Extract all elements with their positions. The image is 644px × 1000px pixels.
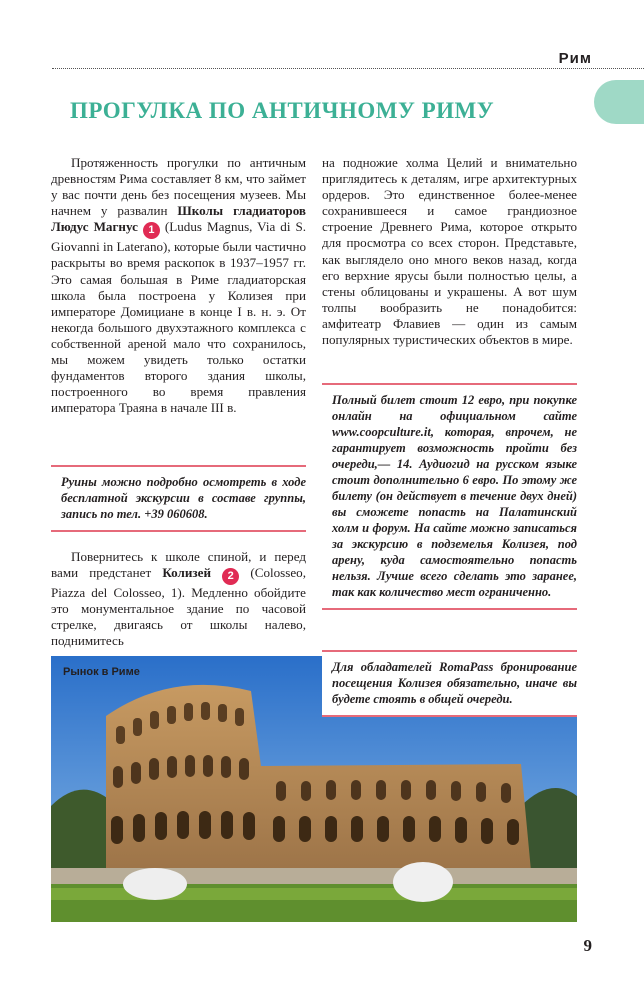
header-rule [52,68,644,69]
map-marker-2: 2 [222,568,239,585]
photo-caption: Рынок в Риме [63,666,140,678]
paragraph-colosseum-continued: на подножие холма Целий и внимательно приглядитесь к деталям, игре архитектурных ордеров. Это единственное более-менее сохранившееся и самое грандиозное строение Древнего Рима, которое открыто для просмотра со всех сторон. Представьте, как выглядело оно много веков назад, когда его верхние ярусы были полностью целы, а стены облицованы и украшены. А вот шум толпы вообразить не понадобится: амфитеатр Флавиев — один из самым популярных туристических объектов в мире. [322,155,577,348]
chapter-tab [594,80,644,124]
place-name-colosseum: Колизей [162,565,212,581]
page-title: ПРОГУЛКА ПО АНТИЧНОМУ РИМУ [70,98,495,123]
note-romapass: Для обладателей RomaPass бронирование посещения Колизея обязательно, иначе вы будете стоять в общей очереди. [322,650,577,717]
note-tickets: Полный билет стоит 12 евро, при покупке онлайн на официальном сайте www.coopculture.it, которая, впрочем, не гарантирует возможность пройти без очереди,— 14. Аудиогид на русском языке стоит дополнительно 6 евро. По этому же билету (он действует в течение двух дней) вы сможете попасть на Палатинский холм и форум. На сайте можно записаться за экскурсию в подземелья Колизея, под арену, куда самостоятельно попасть нельзя. Лучше всего сделать это заранее, так как количество мест ограниченно. [322,383,577,610]
paragraph-colosseum: Повернитесь к школе спиной, и перед вами предстанет Колизей 2 (Colosseo, Piazza del Colosseo, 1). Медленно обойдите это монументальное здание по часовой стрелке, двигаясь от школы налево, поднимитесь [51,549,306,649]
page-number: 9 [583,936,592,955]
place-name-ludus-magnus: Школы гладиаторов Людус Магнус [51,203,306,235]
left-column-continued [51,549,306,649]
running-header: Рим [558,50,592,67]
paragraph-ludus-magnus: Протяженность прогулки по античным древностям Рима составляет 8 км, что займет у вас почти день без посещения музеев. Мы начнем у развалин Школы гладиаторов Людус Магнус 1 (Ludus Magnus, Via di S. Giovanni in Laterano), которые были частично раскрыты во время раскопок в 1937–1957 гг. Это самая большая в Риме гладиаторская школа была построена у Колизея при императоре Домициане в конце I в. н. э. От некогда большого двухэтажного комплекса с собственной ареной мало что сохранилось, мы можем увидеть только остатки фундаментов второго здания школы, построенного во время правления императора Траяна в начале III в. [51,155,306,416]
note-tour-booking: Руины можно подробно осмотреть в ходе бесплатной экскурсии в составе группы, запись по тел. +39 060608. [51,465,306,532]
left-column [51,155,306,416]
right-column [322,155,577,348]
map-marker-1: 1 [143,222,160,239]
